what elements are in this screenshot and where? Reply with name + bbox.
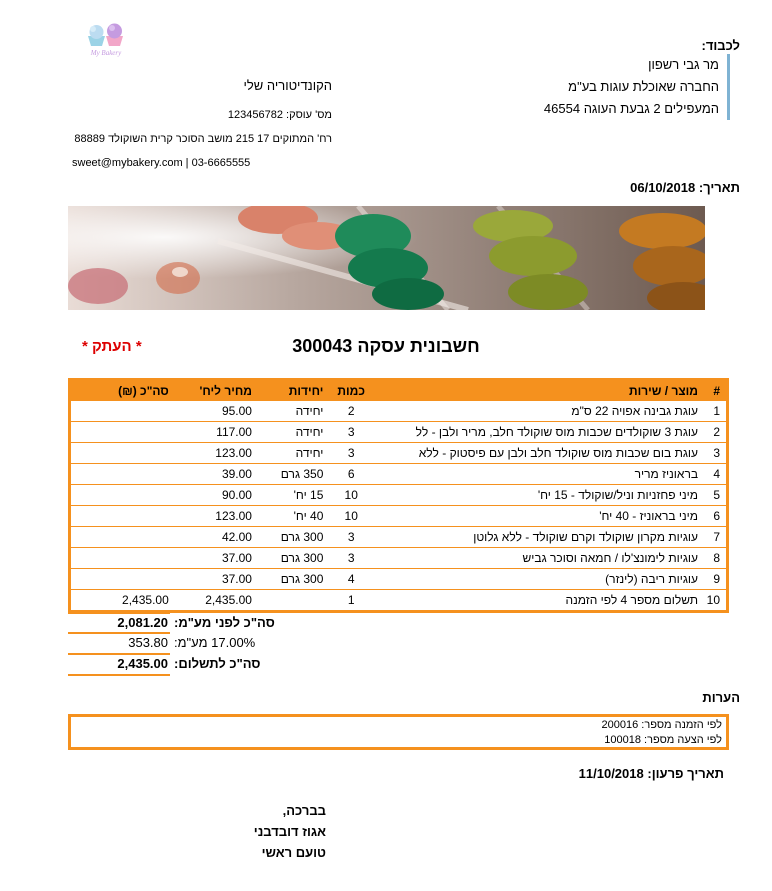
- vat-value: 353.80: [128, 635, 168, 650]
- table-row: [70, 422, 728, 443]
- table-row: [70, 506, 728, 527]
- table-row: [70, 464, 728, 485]
- row-price: 117.00: [173, 422, 256, 443]
- row-price: 42.00: [173, 527, 256, 548]
- before-vat-label: סה"כ לפני מע"מ:: [174, 615, 275, 630]
- row-qty: 10: [327, 506, 375, 527]
- row-price: 37.00: [173, 548, 256, 569]
- row-product: עוגיות ריבה (לינזר): [375, 569, 702, 590]
- header-total: סה"כ (₪): [70, 380, 173, 402]
- recipient-company: החברה שאוכלת עוגות בע"מ: [568, 79, 719, 94]
- row-unit: 15 יח': [256, 485, 327, 506]
- row-qty: 1: [327, 590, 375, 612]
- row-qty: 3: [327, 548, 375, 569]
- due-date-label: תאריך פרעון:: [647, 766, 724, 781]
- signature-title: טועם ראשי: [261, 845, 326, 860]
- row-total: [70, 527, 173, 548]
- row-product: תשלום מספר 4 לפי הזמנה: [375, 590, 702, 612]
- row-index: 5: [702, 485, 727, 506]
- row-price: 39.00: [173, 464, 256, 485]
- table-row: [70, 527, 728, 548]
- header-index: #: [702, 380, 727, 402]
- row-total: [70, 443, 173, 464]
- row-unit: יחידה: [256, 443, 327, 464]
- logo-text: My Bakery: [90, 49, 122, 57]
- row-unit: 350 גרם: [256, 464, 327, 485]
- vat-label: 17.00% מע"מ:: [174, 635, 256, 650]
- row-index: 2: [702, 422, 727, 443]
- row-total: [70, 401, 173, 422]
- row-price: 95.00: [173, 401, 256, 422]
- row-qty: 3: [327, 422, 375, 443]
- row-product: עוגיות מקרון שוקולד וקרם שוקולד - ללא גלוטן: [375, 527, 702, 548]
- row-product: עוגת 3 שוקולדים שכבות מוס שוקולד חלב, מריר ולבן - לל: [375, 422, 702, 443]
- totals-divider: [68, 653, 170, 655]
- company-name: הקונדיטוריה שלי: [243, 78, 332, 93]
- row-qty: 4: [327, 569, 375, 590]
- row-price: 37.00: [173, 569, 256, 590]
- row-product: עוגיות לימונצ'לו / חמאה וסוכר גביש: [375, 548, 702, 569]
- due-date: [579, 766, 724, 781]
- banner-image: [68, 206, 705, 310]
- table-row: [70, 548, 728, 569]
- row-index: 10: [702, 590, 727, 612]
- notes-box: [68, 714, 729, 750]
- document-title: חשבונית עסקה 300043: [292, 336, 480, 356]
- row-total: [70, 506, 173, 527]
- note-order-ref: לפי הזמנה מספר: 200016: [601, 719, 722, 731]
- totals-divider: [68, 612, 170, 614]
- date-label: תאריך:: [698, 180, 740, 195]
- row-unit: 300 גרם: [256, 569, 327, 590]
- signature-name: אגוז דובדבני: [253, 824, 326, 839]
- row-index: 1: [702, 401, 727, 422]
- row-unit: 300 גרם: [256, 527, 327, 548]
- row-qty: 3: [327, 443, 375, 464]
- totals-divider: [68, 674, 170, 676]
- row-unit: יחידה: [256, 401, 327, 422]
- notes-title: הערות: [702, 690, 740, 705]
- row-index: 8: [702, 548, 727, 569]
- row-total: [70, 422, 173, 443]
- table-row: [70, 443, 728, 464]
- row-index: 7: [702, 527, 727, 548]
- due-date-value: 11/10/2018: [578, 766, 644, 781]
- row-total: [70, 464, 173, 485]
- row-total: [70, 485, 173, 506]
- row-product: מיני בראוניז - 40 יח': [375, 506, 702, 527]
- row-index: 6: [702, 506, 727, 527]
- signature-greeting: בברכה,: [282, 803, 326, 818]
- row-product: מיני פחזניות וניל/שוקולד - 15 יח': [375, 485, 702, 506]
- row-qty: 10: [327, 485, 375, 506]
- row-product: עוגת גבינה אפויה 22 ס"מ: [375, 401, 702, 422]
- company-address: רח' המתוקים 17 215 מושב הסוכר קרית השוקולד 88889: [74, 133, 332, 145]
- row-total: [70, 569, 173, 590]
- copy-label: * העתק *: [82, 338, 142, 355]
- row-product: בראוניז מריר: [375, 464, 702, 485]
- header-price: מחיר ליח': [173, 380, 256, 402]
- row-unit: [256, 590, 327, 612]
- grand-total-label: סה"כ לתשלום:: [174, 656, 261, 671]
- row-total: 2,435.00: [70, 590, 173, 612]
- row-price: 123.00: [173, 506, 256, 527]
- note-quote-ref: לפי הצעה מספר: 100018: [604, 734, 722, 746]
- before-vat-value: 2,081.20: [117, 615, 168, 630]
- table-row: [70, 569, 728, 590]
- row-index: 9: [702, 569, 727, 590]
- table-row: [70, 590, 728, 612]
- header-unit: יחידות: [256, 380, 327, 402]
- business-id: מס' עוסק: 123456782: [227, 109, 332, 121]
- row-total: [70, 548, 173, 569]
- company-logo: [80, 18, 132, 60]
- invoice-date: [630, 180, 740, 195]
- header-qty: כמות: [327, 380, 375, 402]
- row-index: 4: [702, 464, 727, 485]
- row-product: עוגת בום שכבות מוס שוקולד חלב ולבן עם פיסטוק - ללא: [375, 443, 702, 464]
- row-unit: 40 יח': [256, 506, 327, 527]
- date-value: 06/10/2018: [630, 180, 696, 195]
- recipient-address: המעפילים 2 גבעת העוגה 46554: [543, 101, 719, 116]
- row-qty: 6: [327, 464, 375, 485]
- items-table: [68, 378, 729, 613]
- table-row: [70, 485, 728, 506]
- row-unit: 300 גרם: [256, 548, 327, 569]
- totals-divider: [68, 632, 170, 634]
- recipient-label: לכבוד:: [701, 38, 740, 53]
- company-contact: sweet@mybakery.com | 03-6665555: [72, 157, 251, 169]
- table-row: [70, 401, 728, 422]
- recipient-name: מר גבי רשפון: [648, 57, 719, 72]
- row-price: 90.00: [173, 485, 256, 506]
- company-info: [72, 78, 332, 175]
- signature-block: [210, 800, 326, 863]
- row-price: 123.00: [173, 443, 256, 464]
- row-price: 2,435.00: [173, 590, 256, 612]
- row-qty: 2: [327, 401, 375, 422]
- table-header-row: [70, 380, 728, 402]
- row-unit: יחידה: [256, 422, 327, 443]
- grand-total-value: 2,435.00: [117, 656, 168, 671]
- row-qty: 3: [327, 527, 375, 548]
- row-index: 3: [702, 443, 727, 464]
- header-product: מוצר / שירות: [375, 380, 702, 402]
- recipient-block: [500, 54, 730, 120]
